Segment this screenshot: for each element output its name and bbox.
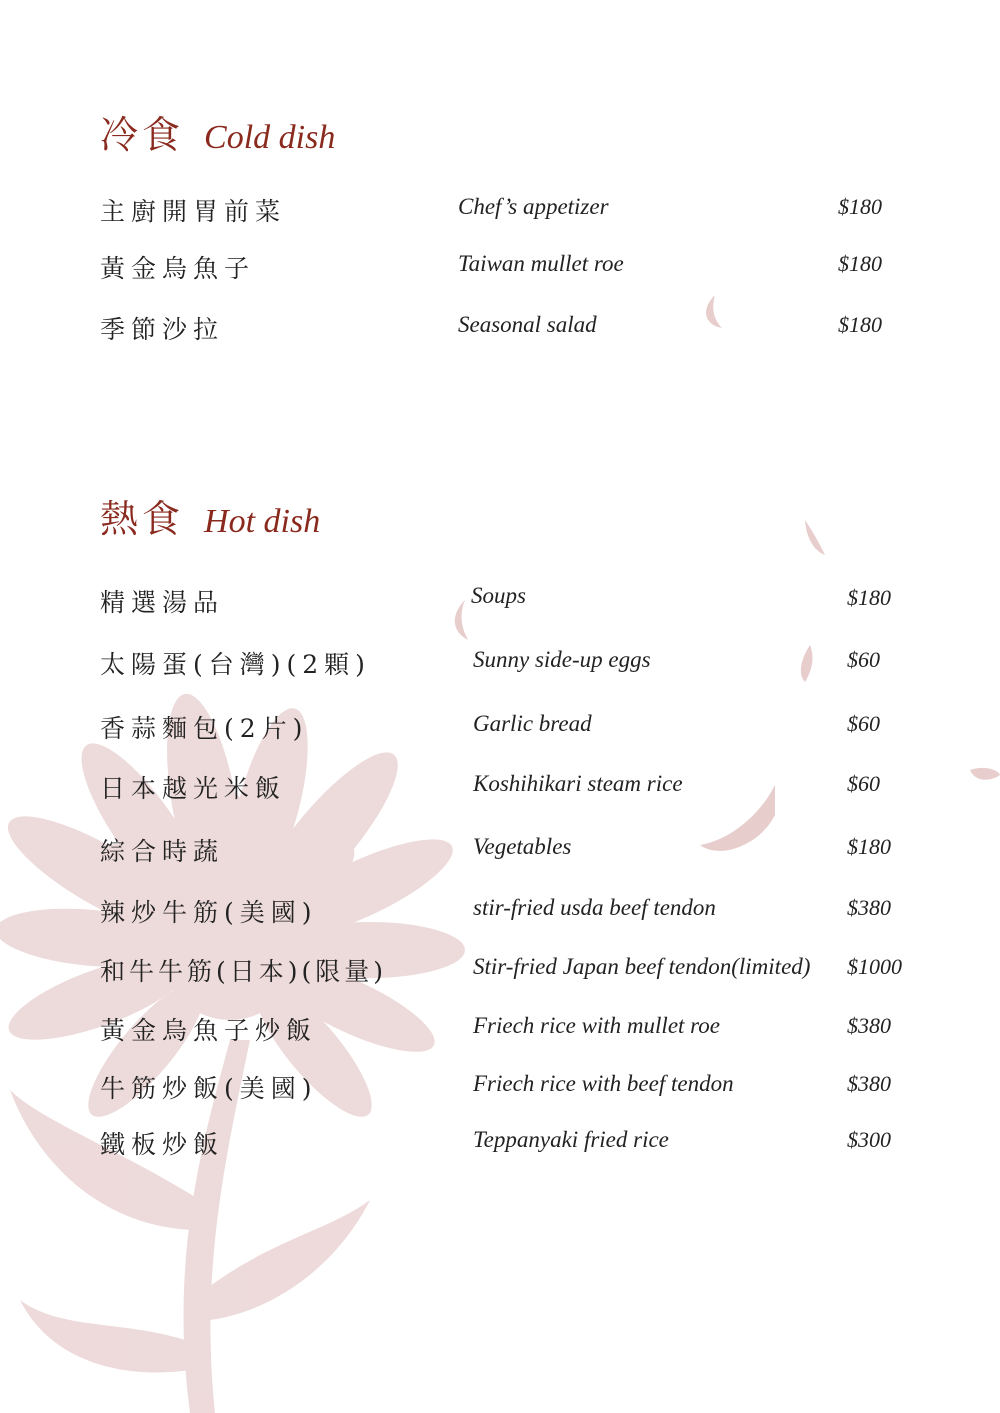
- item-name-en: Seasonal salad: [458, 312, 597, 337]
- item-name-zh: 精選湯品: [100, 588, 225, 617]
- item-price: $180: [838, 194, 882, 219]
- menu-item: [0, 709, 1000, 749]
- item-name-zh: 主廚開胃前菜: [100, 197, 287, 226]
- item-name-zh: 鐵板炒飯: [100, 1130, 225, 1159]
- item-price: $180: [847, 585, 891, 610]
- menu-item: [0, 893, 1000, 933]
- menu-item: [0, 310, 1000, 350]
- item-name-en: Stir-fried Japan beef tendon(limited): [473, 954, 811, 979]
- hot-section-title: [100, 488, 320, 543]
- menu-item: [0, 192, 1000, 232]
- item-name-zh: 太陽蛋(台灣)(2顆): [100, 650, 371, 679]
- item-name-en: Soups: [471, 583, 526, 608]
- item-name-en: Teppanyaki fried rice: [473, 1127, 669, 1152]
- item-name-zh: 香蒜麵包(2片): [100, 714, 309, 743]
- item-name-en: Vegetables: [473, 834, 572, 859]
- menu-item: [0, 1069, 1000, 1109]
- item-price: $60: [847, 771, 880, 796]
- item-name-zh: 綜合時蔬: [100, 837, 225, 866]
- menu-item: [0, 249, 1000, 289]
- item-name-en: Friech rice with beef tendon: [473, 1071, 734, 1096]
- item-name-en: Sunny side-up eggs: [473, 647, 651, 672]
- cold-section-title: [100, 104, 335, 159]
- item-price: $380: [847, 1013, 891, 1038]
- item-name-zh: 黃金烏魚子炒飯: [100, 1016, 318, 1045]
- item-price: $180: [838, 312, 882, 337]
- menu-item: [0, 1011, 1000, 1051]
- item-name-en: Garlic bread: [473, 711, 592, 736]
- menu-item: [0, 952, 1000, 992]
- menu-item: [0, 1125, 1000, 1165]
- item-name-zh: 和牛牛筋(日本)(限量): [100, 957, 388, 986]
- item-price: $300: [847, 1127, 891, 1152]
- menu-item: [0, 583, 1000, 623]
- item-name-en: Chef’s appetizer: [458, 194, 609, 219]
- item-name-en: stir-fried usda beef tendon: [473, 895, 716, 920]
- cold-title-en: Cold dish: [204, 119, 336, 156]
- item-name-zh: 辣炒牛筋(美國): [100, 898, 318, 927]
- item-price: $180: [847, 834, 891, 859]
- item-price: $60: [847, 647, 880, 672]
- item-name-zh: 牛筋炒飯(美國): [100, 1074, 318, 1103]
- cold-title-zh: 冷食: [100, 113, 185, 157]
- menu-item: [0, 645, 1000, 685]
- menu-item: [0, 769, 1000, 809]
- item-name-zh: 日本越光米飯: [100, 774, 287, 803]
- item-price: $380: [847, 1071, 891, 1096]
- item-name-zh: 季節沙拉: [100, 315, 225, 344]
- item-price: $60: [847, 711, 880, 736]
- hot-title-zh: 熱食: [100, 497, 185, 541]
- item-name-en: Taiwan mullet roe: [458, 251, 624, 276]
- item-price: $380: [847, 895, 891, 920]
- item-price: $1000: [847, 954, 902, 979]
- item-name-zh: 黃金烏魚子: [100, 254, 256, 283]
- hot-title-en: Hot dish: [204, 503, 321, 540]
- menu-item: [0, 832, 1000, 872]
- item-name-en: Koshihikari steam rice: [473, 771, 683, 796]
- item-name-en: Friech rice with mullet roe: [473, 1013, 720, 1038]
- item-price: $180: [838, 251, 882, 276]
